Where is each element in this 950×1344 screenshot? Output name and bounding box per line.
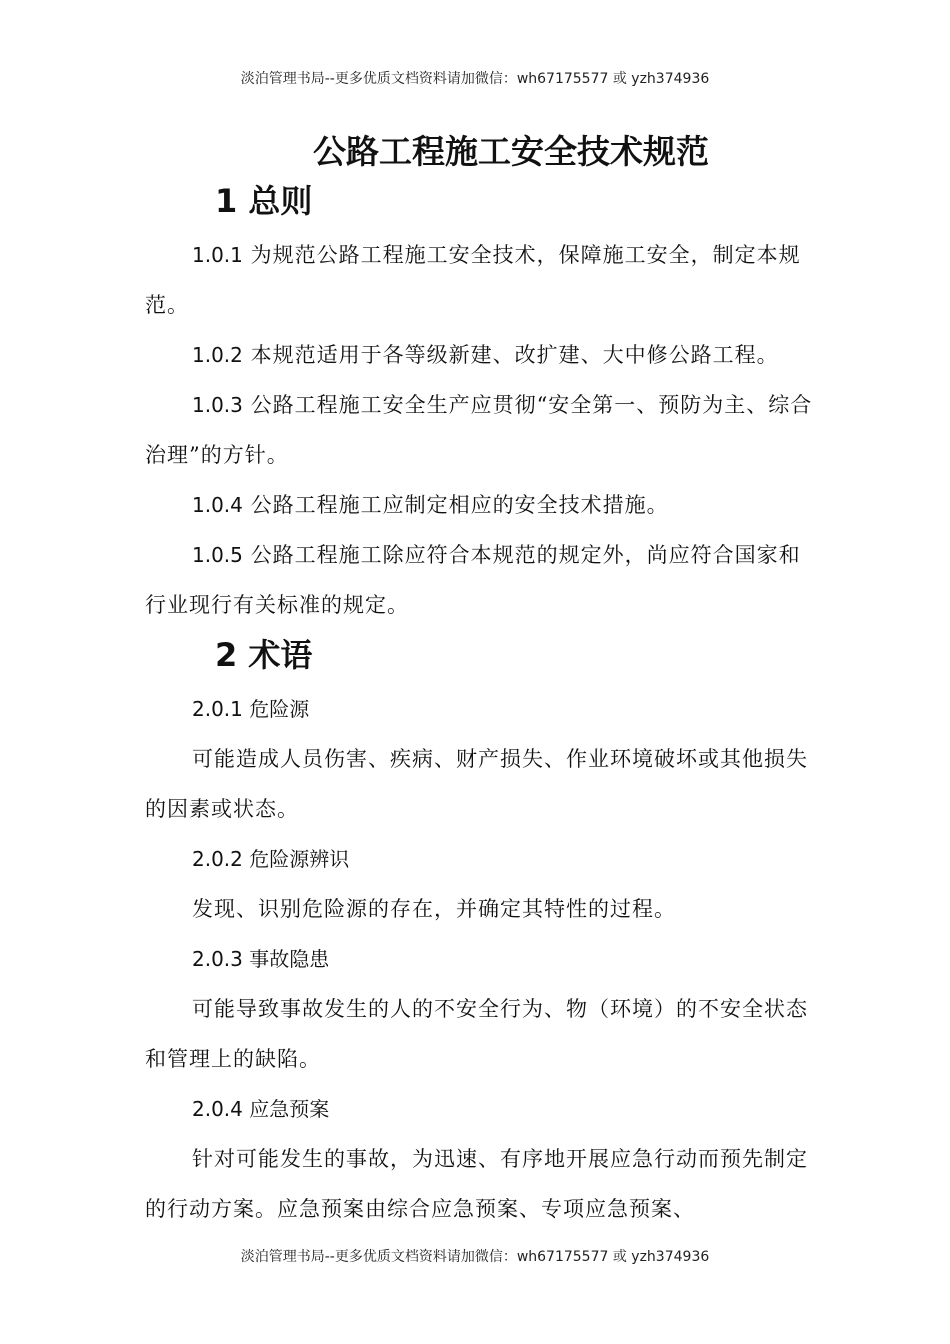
page-footer: 淡泊管理书局--更多优质文档资料请加微信：wh67175577 或 yzh374936 <box>240 1249 710 1265</box>
clause-text: 为规范公路工程施工安全技术，保障施工安全，制定本规范。 <box>145 243 801 317</box>
term-label: 2.0.4 应急预案 <box>192 1097 330 1121</box>
term-definition: 发现、识别危险源的存在，并确定其特性的过程。 <box>192 897 676 921</box>
clause-number: 1.0.4 <box>192 493 243 517</box>
term-label: 2.0.3 事故隐患 <box>192 947 330 971</box>
document-body <box>145 128 817 1234</box>
clause-text: 公路工程施工应制定相应的安全技术措施。 <box>242 493 669 517</box>
clause-number: 1.0.2 <box>192 343 243 367</box>
page-header: 淡泊管理书局--更多优质文档资料请加微信：wh67175577 或 yzh374936 <box>240 71 710 87</box>
clause-1-0-1 <box>145 230 817 330</box>
term-definition: 针对可能发生的事故，为迅速、有序地开展应急行动而预先制定的行动方案。应急预案由综合应急预案、专项应急预案、 <box>145 1147 808 1221</box>
clause-text: 公路工程施工安全生产应贯彻“安全第一、预防为主、综合治理”的方针。 <box>145 393 813 467</box>
clause-number: 1.0.1 <box>192 243 243 267</box>
section-heading-terms: 2 术语 <box>215 636 313 674</box>
clause-text: 公路工程施工除应符合本规范的规定外，尚应符合国家和行业现行有关标准的规定。 <box>145 543 801 617</box>
clause-1-0-2 <box>145 330 817 380</box>
term-definition: 可能造成人员伤害、疾病、财产损失、作业环境破坏或其他损失的因素或状态。 <box>145 747 808 821</box>
clause-1-0-5 <box>145 530 817 630</box>
clause-number: 1.0.5 <box>192 543 243 567</box>
term-definition: 可能导致事故发生的人的不安全行为、物（环境）的不安全状态和管理上的缺陷。 <box>145 997 808 1071</box>
clause-text: 本规范适用于各等级新建、改扩建、大中修公路工程。 <box>242 343 779 367</box>
clause-1-0-3 <box>145 380 817 480</box>
term-label: 2.0.1 危险源 <box>192 697 310 721</box>
document-title: 公路工程施工安全技术规范 <box>313 132 709 171</box>
clause-number: 1.0.3 <box>192 393 243 417</box>
term-label: 2.0.2 危险源辨识 <box>192 847 350 871</box>
clause-1-0-4 <box>145 480 817 530</box>
section-heading-general: 1 总则 <box>215 182 313 220</box>
